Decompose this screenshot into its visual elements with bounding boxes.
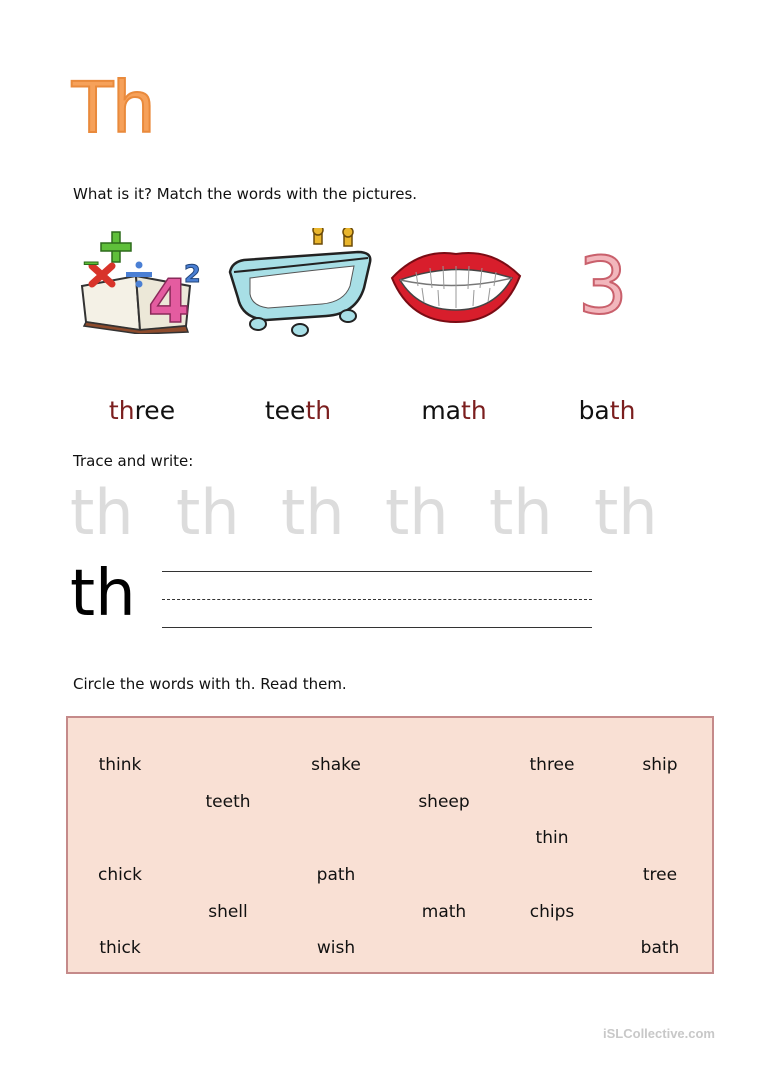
trace-th-6: th — [594, 476, 658, 549]
number-three-text: 3 — [578, 242, 628, 332]
trace-instruction: Trace and write: — [73, 452, 194, 470]
circle-word[interactable]: think — [98, 755, 142, 775]
circle-word[interactable]: bath — [640, 938, 680, 958]
svg-text:4: 4 — [148, 267, 190, 334]
circle-word[interactable]: tree — [642, 865, 678, 885]
trace-th-4: th — [385, 476, 449, 549]
circle-instruction: Circle the words with th. Read them. — [73, 675, 347, 693]
circle-word[interactable]: three — [529, 755, 575, 775]
circle-word[interactable]: math — [421, 902, 467, 922]
writing-line-bottom — [162, 627, 592, 628]
bathtub-icon — [226, 228, 374, 340]
circle-word[interactable]: chick — [97, 865, 143, 885]
trace-th-5: th — [489, 476, 553, 549]
match-word-math: math — [421, 396, 487, 425]
worksheet-title: Th — [70, 65, 153, 148]
writing-line-top — [162, 571, 592, 572]
match-word-teeth: teeth — [264, 396, 332, 425]
svg-text:−: − — [82, 251, 101, 276]
circle-word[interactable]: ship — [642, 755, 678, 775]
circle-word[interactable]: sheep — [418, 792, 470, 812]
match-word-three: three — [108, 396, 176, 425]
circle-word[interactable]: teeth — [205, 792, 251, 812]
math-book-icon — [78, 226, 206, 334]
trace-th-3: th — [281, 476, 345, 549]
circle-word[interactable]: shake — [311, 755, 361, 775]
match-word-bath: bath — [578, 396, 636, 425]
circle-word[interactable]: path — [316, 865, 356, 885]
circle-word[interactable]: chips — [529, 902, 575, 922]
trace-th-2: th — [176, 476, 240, 549]
circle-word[interactable]: thick — [99, 938, 141, 958]
circle-word[interactable]: thin — [535, 828, 569, 848]
footer-watermark: iSLCollective.com — [603, 1026, 715, 1041]
circle-word[interactable]: shell — [208, 902, 248, 922]
writing-line-middle — [162, 599, 592, 600]
trace-th-1: th — [70, 476, 134, 549]
teeth-mouth-icon — [390, 246, 522, 326]
svg-text:2: 2 — [184, 260, 201, 288]
match-instruction: What is it? Match the words with the pictures. — [73, 185, 418, 203]
number-three-icon — [578, 242, 638, 338]
circle-word[interactable]: wish — [316, 938, 356, 958]
write-th-model: th — [70, 557, 136, 631]
